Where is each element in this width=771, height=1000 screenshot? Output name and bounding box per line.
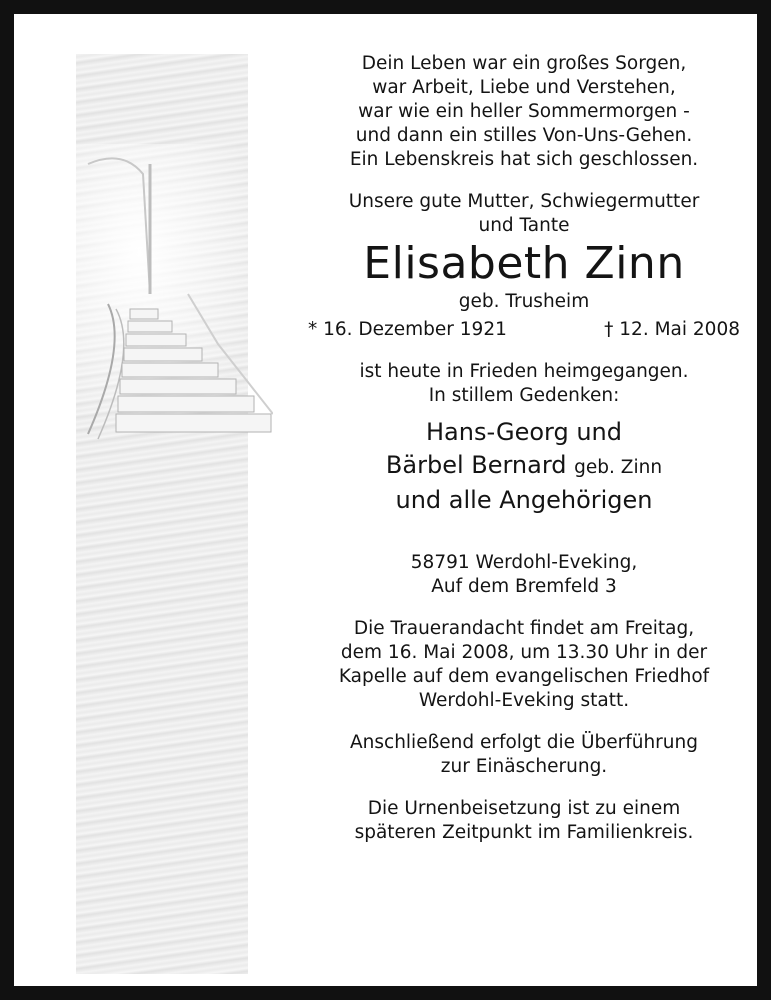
poem-line: war Arbeit, Liebe und Verstehen,	[372, 77, 676, 98]
memorial-poem	[304, 52, 744, 148]
urn-line: späteren Zeitpunkt im Familienkreis.	[354, 822, 694, 843]
mourner-line: Hans-Georg und	[425, 418, 623, 446]
obituary-text	[304, 52, 744, 845]
service-line: Werdohl-Eveking statt.	[418, 690, 630, 711]
passed-text: ist heute in Frieden heimgegangen.	[359, 361, 689, 382]
death-date: † 12. Mai 2008	[604, 319, 740, 340]
mourners-list	[304, 416, 744, 517]
birth-date: * 16. Dezember 1921	[308, 319, 507, 340]
cremation-note	[304, 731, 744, 779]
mourner-line: und alle Angehörigen	[395, 486, 653, 514]
circle-closed-text: Ein Lebenskreis hat sich geschlossen.	[349, 149, 699, 170]
staircase-illustration	[68, 144, 273, 454]
cremation-line: Anschließend erfolgt die Überführung	[350, 732, 698, 753]
service-details	[304, 617, 744, 713]
service-line: Kapelle auf dem evangelischen Friedhof	[338, 666, 710, 687]
maiden-name: geb. Trusheim	[458, 291, 590, 312]
address-line: Auf dem Bremfeld 3	[431, 576, 617, 597]
poem-line: und dann ein stilles Von-Uns-Gehen.	[355, 125, 693, 146]
poem-line: war wie ein heller Sommermorgen -	[358, 101, 690, 122]
mourner-name: Bärbel Bernard	[385, 451, 567, 479]
address-line: 58791 Werdohl-Eveking,	[410, 552, 638, 573]
cremation-line: zur Einäscherung.	[440, 756, 608, 777]
poem-line: Dein Leben war ein großes Sorgen,	[361, 53, 687, 74]
memory-heading: In stillem Gedenken:	[428, 385, 620, 406]
mourner-line	[304, 449, 744, 484]
life-dates	[304, 318, 744, 344]
relation-line: und Tante	[478, 215, 570, 236]
service-line: Die Trauerandacht findet am Freitag,	[353, 618, 695, 639]
mourner-note: geb. Zinn	[574, 457, 663, 478]
relation-text	[304, 190, 744, 238]
deceased-name: Elisabeth Zinn	[363, 238, 685, 289]
relation-line: Unsere gute Mutter, Schwiegermutter	[348, 191, 700, 212]
service-line: dem 16. Mai 2008, um 13.30 Uhr in der	[340, 642, 708, 663]
family-address	[304, 551, 744, 599]
urn-note	[304, 797, 744, 845]
urn-line: Die Urnenbeisetzung ist zu einem	[367, 798, 681, 819]
